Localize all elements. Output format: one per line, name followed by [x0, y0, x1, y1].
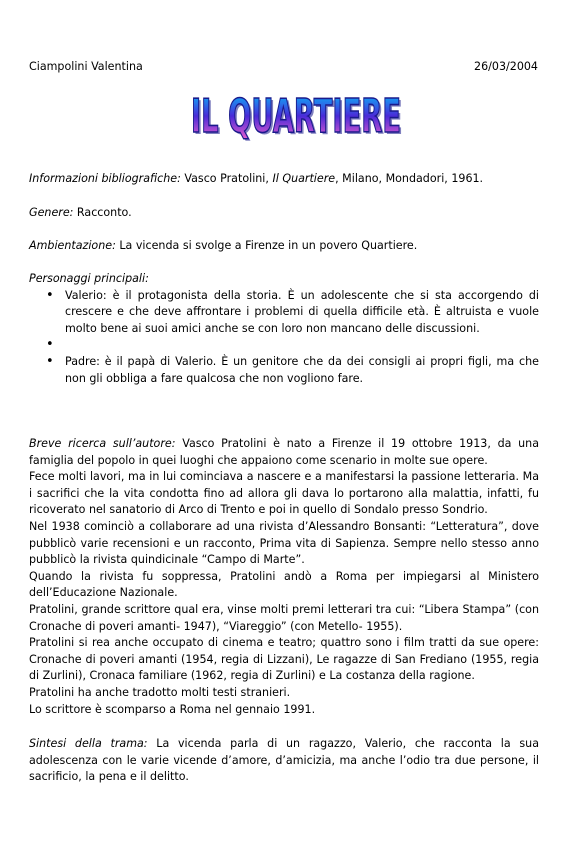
ricerca-paragraph: Pratolini si rea anche occupato di cinema e teatro; quattro sono i film tratti da sue opere: Cronache di poveri amanti (1954, regia di Lizzani), Le ragazze di San Frediano (1955, regia di Zurlini), Cronaca familiare (1962, regia di Zurlini) e La costanza della ragione.: [29, 636, 539, 683]
sintesi-value: La vicenda parla di un ragazzo, Valerio, che racconta la sua adolescenza con le varie vicende d’amore, d’amicizia, ma anche l’odio tra due persone, il sacrificio, la pena e il delitto.: [29, 737, 539, 784]
biblio-line: [29, 171, 539, 188]
document-date: 26/03/2004: [474, 60, 538, 73]
sintesi-label: Sintesi della trama:: [29, 737, 148, 750]
genere-label: Genere:: [29, 206, 74, 219]
biblio-label: Informazioni bibliografiche:: [29, 172, 181, 185]
ricerca-intro: [29, 436, 539, 469]
title-wordart-shadow: IL QUARTIERE: [193, 91, 403, 144]
personaggi-section: [29, 271, 539, 388]
genere-value: Racconto.: [73, 206, 132, 219]
ricerca-paragraph: Pratolini ha anche tradotto molti testi stranieri.: [29, 685, 291, 699]
ricerca-label: Breve ricerca sull’autore:: [29, 437, 176, 450]
biblio-title: Il Quartiere: [272, 172, 336, 185]
ambientazione-line: [29, 238, 539, 255]
ricerca-section: [29, 436, 539, 718]
genere-line: [29, 205, 539, 222]
title-wordart-text: IL QUARTIERE: [191, 89, 401, 143]
biblio-pre: Vasco Pratolini,: [180, 172, 273, 185]
author-name: Ciampolini Valentina: [29, 60, 143, 73]
sintesi-section: [29, 736, 539, 786]
ricerca-intro-text: Vasco Pratolini è nato a Firenze il 19 ottobre 1913, da una famiglia del popolo in quei luoghi che appaiono come scenario in molte sue opere.: [29, 437, 540, 467]
personaggio-valerio: • Valerio: è il protagonista della storia. È un adolescente che si sta accorgendo di crescere e che deve affrontare i problemi di quella difficile età. È altruista e vuole molto bene ai suoi amici anche se con loro non mancano delle discussioni.: [29, 288, 539, 338]
personaggi-label: Personaggi principali:: [29, 272, 149, 285]
list-spacer: [29, 337, 539, 354]
personaggio-padre: • Padre: è il papà di Valerio. È un genitore che da dei consigli ai propri figli, ma che non gli obbliga a fare qualcosa che non vogliono fare.: [29, 354, 539, 387]
ambientazione-value: La vicenda si svolge a Firenze in un povero Quartiere.: [115, 239, 418, 252]
ambientazione-label: Ambientazione:: [29, 239, 116, 252]
ricerca-paragraph: Pratolini, grande scrittore qual era, vinse molti premi letterari tra cui: “Libera Stampa” (con Cronache di poveri amanti- 1947), “Viareggio” (con Metello- 1955).: [29, 602, 539, 633]
ricerca-paragraph: Fece molti lavori, ma in lui cominciava a nascere e a manifestarsi la passione letteraria. Ma i sacrifici che la vita condotta fino ad allora gli dava lo portarono alla malattia, infatti, fu ricoverato nel sanatorio di Arco di Trento e poi in quello di Sondalo presso Sondrio.: [29, 470, 539, 517]
ricerca-paragraph: Nel 1938 cominciò a collaborare ad una rivista d’Alessandro Bonsanti: “Letteratura”, dove pubblicò varie recensioni e un racconto, Prima vita di Sapienza. Sempre nello stesso anno pubblicò la rivista quindicinale “Campo di Marte”.: [29, 519, 539, 567]
title-wordart: [187, 82, 405, 144]
personaggi-list: [29, 288, 539, 388]
ricerca-paragraph: Quando la rivista fu soppressa, Pratolini andò a Roma per impiegarsi al Ministero dell’Educazione Nazionale.: [29, 569, 539, 600]
ricerca-paragraph: Lo scrittore è scomparso a Roma nel gennaio 1991.: [29, 702, 316, 716]
biblio-post: , Milano, Mondadori, 1961.: [335, 172, 484, 185]
